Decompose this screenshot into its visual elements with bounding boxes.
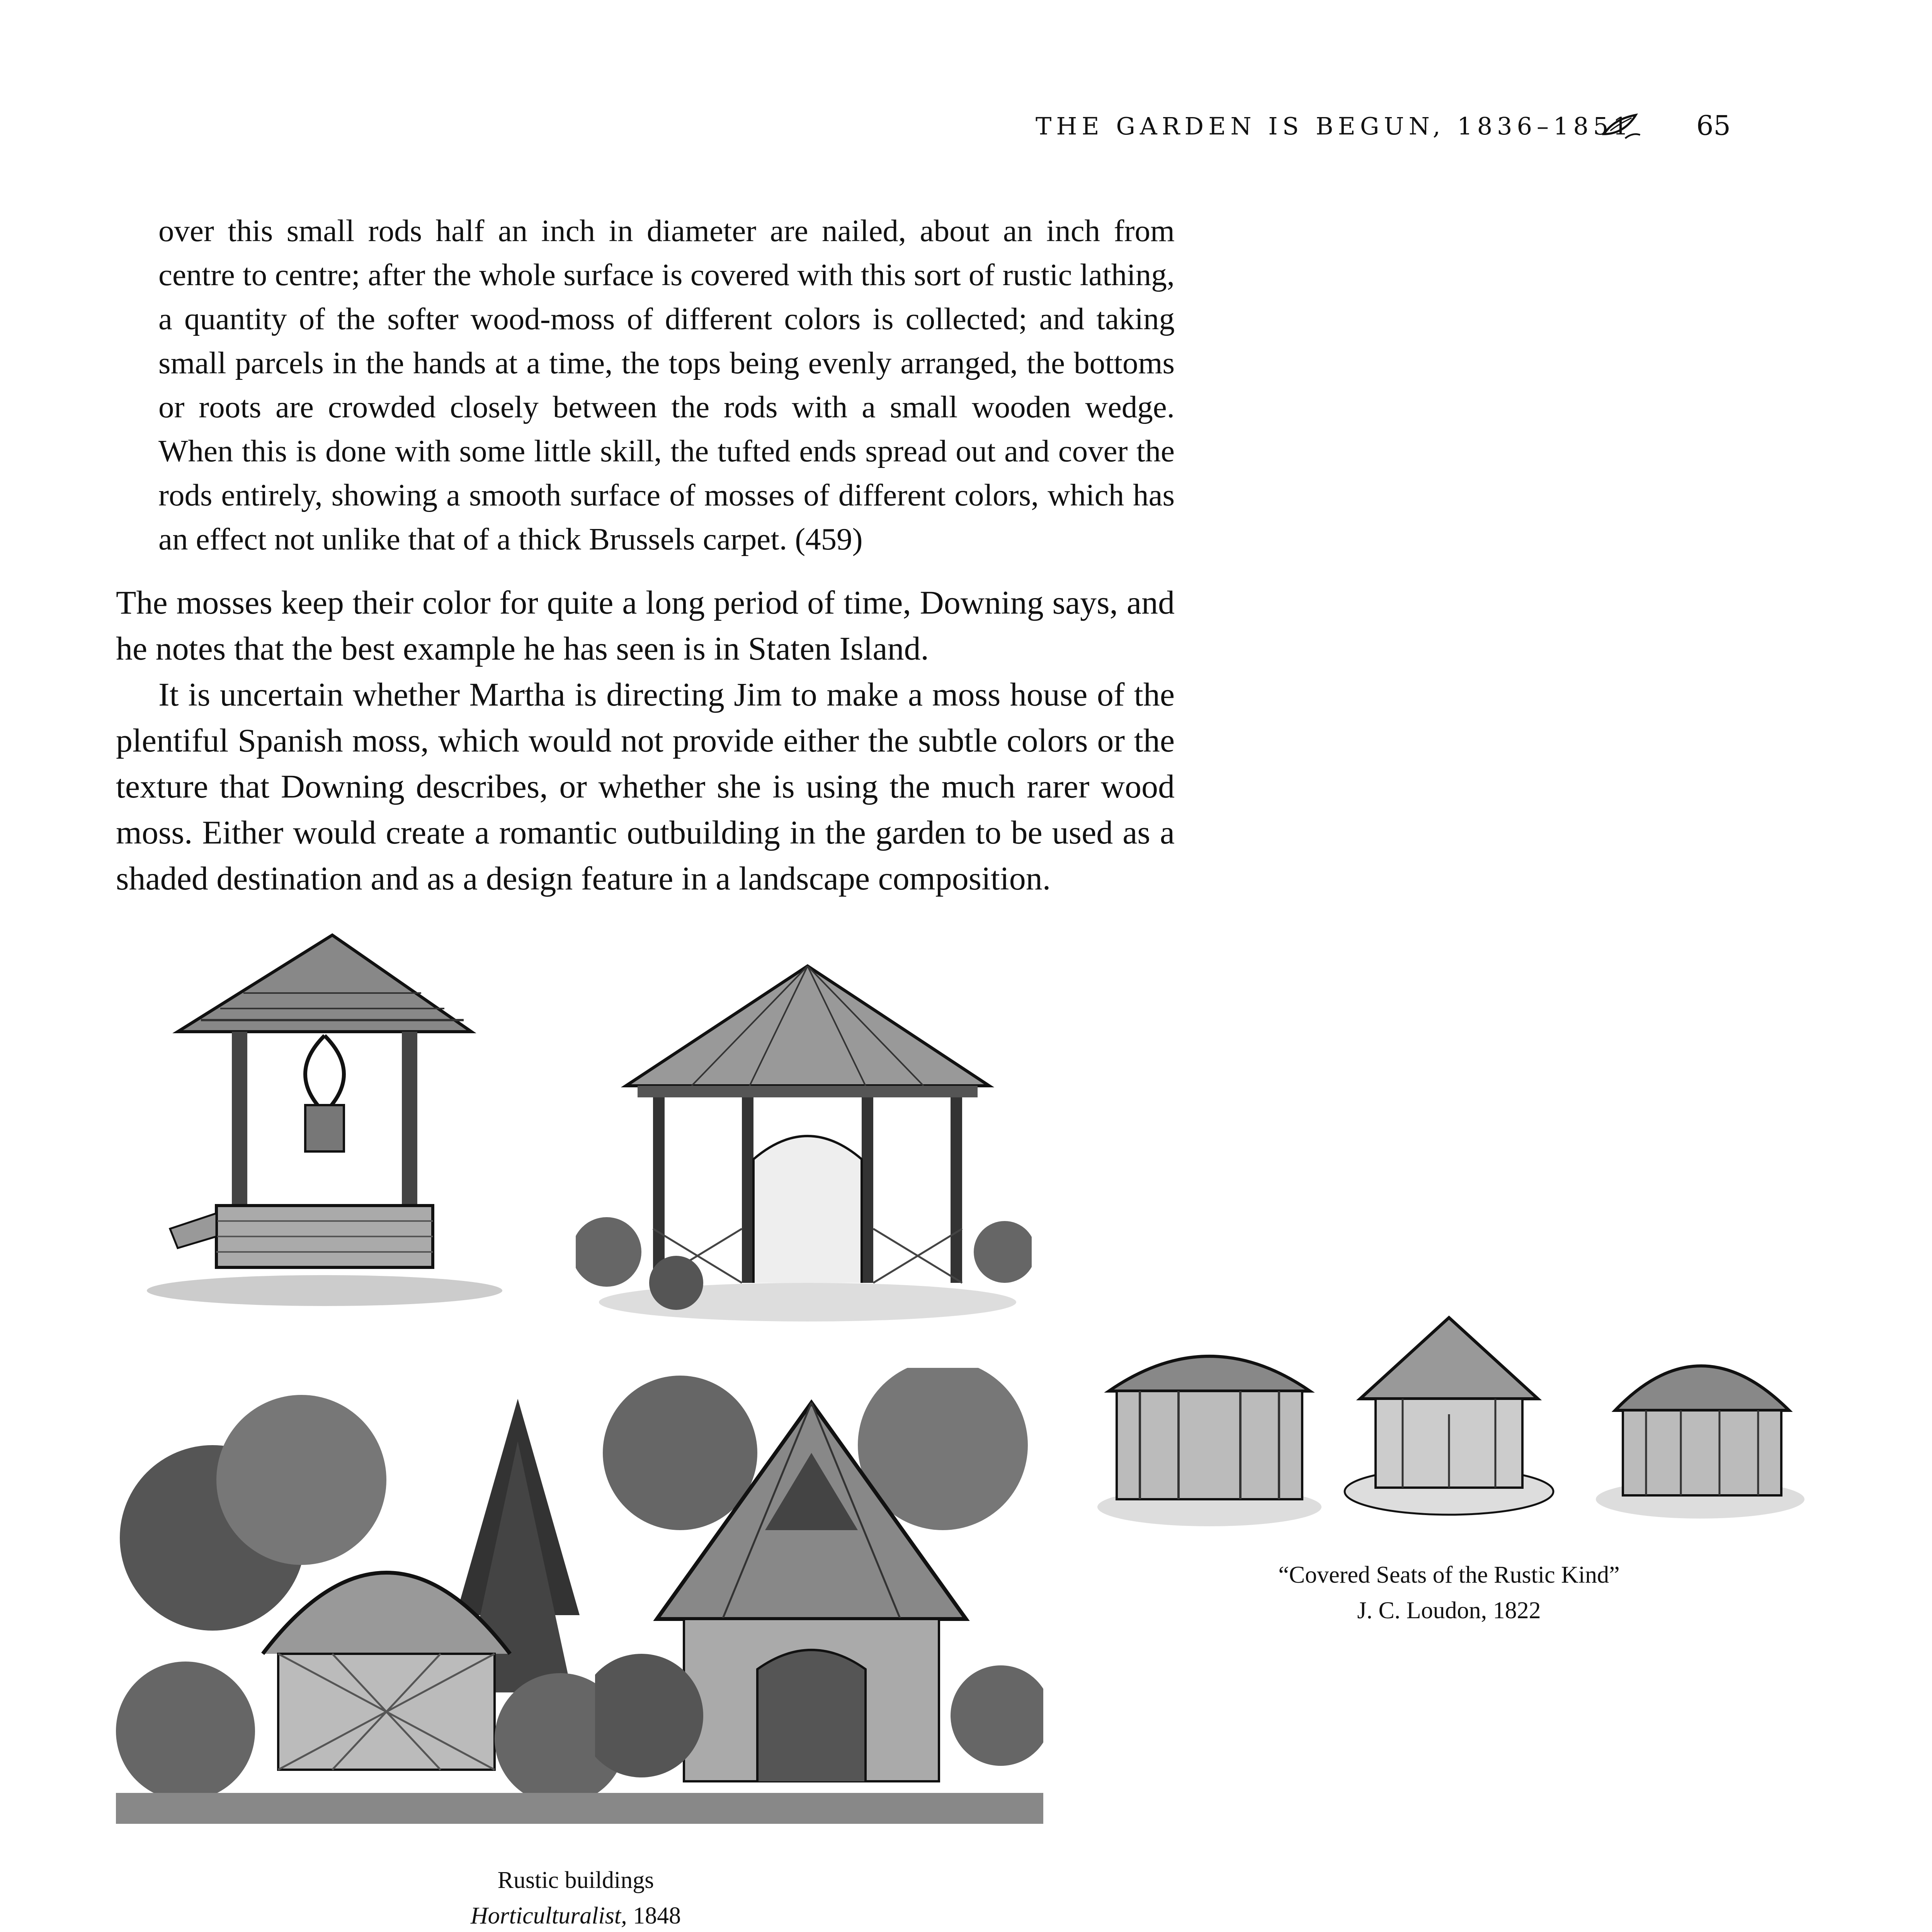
running-head: [1005, 104, 1739, 147]
loudon-caption: [1182, 1557, 1716, 1628]
body-text: [116, 580, 1175, 901]
loudon-caption-credit: J. C. Loudon, 1822: [1357, 1597, 1541, 1624]
rustic-caption-credit: [425, 1898, 726, 1932]
block-quote: over this small rods half an inch in diameter are nailed, about an inch from centre to centre; after the whole surface is covered with this sort of rustic lathing, a quantity of the softer wood-moss of different colors is collected; and taking small parcels in the hands at a time, the tops being evenly arranged, the bottoms or roots are crowded closely between the rods with a small wooden wedge. When this is done with some little skill, the tufted ends spread out and cover the rods entirely, showing a smooth surface of mosses of different colors, which has an effect not unlike that of a thick Brussels carpet. (459): [158, 213, 1175, 556]
arbor-illustration: [116, 1383, 634, 1824]
rustic-gable-illustration: [595, 1368, 1043, 1824]
loudon-caption-title: “Covered Seats of the Rustic Kind”: [1278, 1562, 1620, 1588]
rustic-caption-title: Rustic buildings: [497, 1867, 654, 1893]
rustic-buildings-caption: [425, 1862, 726, 1932]
running-title: THE GARDEN IS BEGUN, 1836–1851: [1036, 112, 1633, 140]
body-paragraph: The mosses keep their color for quite a long period of time, Downing says, and he notes that the best example he has seen is in Staten Island.: [116, 584, 1175, 667]
leaf-ornament-icon: [1600, 104, 1642, 147]
covered-seats-illustration: [1094, 1314, 1812, 1530]
well-house-illustration: [124, 927, 541, 1314]
pavilion-illustration: [576, 958, 1032, 1325]
page-number: 65: [1696, 110, 1731, 141]
rustic-caption-source: Horticulturalist,: [470, 1903, 627, 1929]
rustic-caption-year: 1848: [633, 1903, 681, 1929]
body-paragraph: It is uncertain whether Martha is directing Jim to make a moss house of the plentiful Spanish moss, which would not provide either the subtle colors or the texture that Downing describes, or whether she is using the much rarer wood moss. Either would create a romantic outbuilding in the garden to be used as a shaded destination and as a design feature in a landscape composition.: [116, 676, 1175, 897]
